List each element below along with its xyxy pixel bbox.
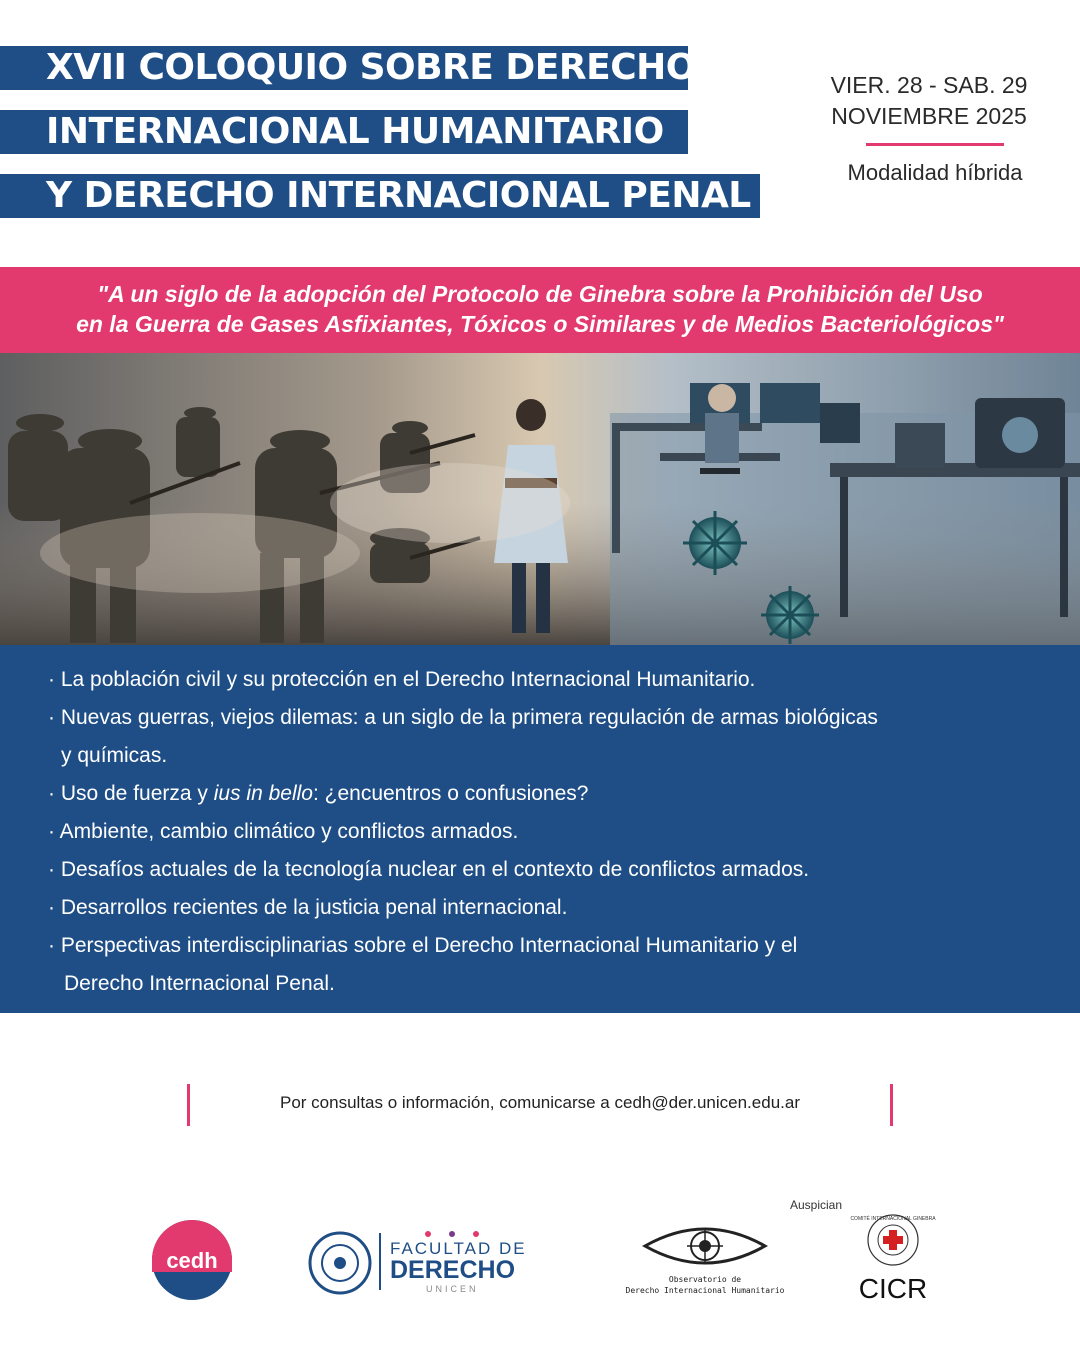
topic-item: · Nuevas guerras, viejos dilemas: a un siglo de la primera regulación de armas biológicas <box>48 706 878 729</box>
topic-item: · Desarrollos recientes de la justicia penal internacional. <box>48 896 568 919</box>
topic-item: · La población civil y su protección en el Derecho Internacional Humanitario. <box>48 668 756 691</box>
faculty-line-3: UNICEN <box>426 1284 479 1294</box>
event-modality: Modalidad híbrida <box>847 160 1023 185</box>
faculty-line-1: FACULTAD DE <box>390 1239 527 1258</box>
topic-item: · Perspectivas interdisciplinarias sobre el Derecho Internacional Humanitario y el <box>48 934 798 957</box>
event-month-year: NOVIEMBRE 2025 <box>831 103 1027 129</box>
theme-quote-line-2: en la Guerra de Gases Asfixiantes, Tóxicos o Similares y de Medios Bacteriológicos" <box>76 311 1004 337</box>
observatorio-line-2: Derecho Internacional Humanitario <box>625 1286 785 1295</box>
cicr-text: CICR <box>858 1273 928 1304</box>
faculty-line-2: DERECHO <box>390 1256 516 1284</box>
topic-text: : ¿encuentros o confusiones? <box>312 782 589 805</box>
title-line-1: XVII COLOQUIO SOBRE DERECHO <box>0 46 688 90</box>
topic-continuation-text: Derecho Internacional Penal. <box>64 972 335 995</box>
topic-item: · Desafíos actuales de la tecnología nuclear en el contexto de conflictos armados. <box>48 858 810 881</box>
topics-list <box>0 645 1080 1013</box>
title-line-2: INTERNACIONAL HUMANITARIO <box>0 110 688 154</box>
cedh-logo <box>150 1218 234 1302</box>
observatorio-logo <box>615 1222 795 1298</box>
date-divider <box>866 143 1004 146</box>
theme-quote-line-1: "A un siglo de la adopción del Protocolo de Ginebra sobre la Prohibición del Uso <box>97 281 983 307</box>
cedh-logo-text: cedh <box>166 1248 218 1273</box>
topic-continuation-text: y químicas. <box>61 744 168 767</box>
observatorio-line-1: Observatorio de <box>668 1275 742 1284</box>
topic-item-continuation <box>48 737 1080 775</box>
topic-item: · Ambiente, cambio climático y conflictos armados. <box>48 820 519 843</box>
theme-quote <box>0 267 1080 353</box>
cicr-logo <box>848 1212 938 1304</box>
facultad-derecho-logo <box>308 1228 528 1298</box>
event-dates: VIER. 28 - SAB. 29 <box>830 72 1028 98</box>
sponsors-label: Auspician <box>790 1198 843 1212</box>
war-and-lab-scene <box>0 353 1080 645</box>
topic-italic-text: ius in bello <box>213 782 313 805</box>
hero-illustration <box>0 353 1080 645</box>
cicr-ring-text: COMITÉ INTERNACIONAL GINEBRA <box>850 1216 936 1222</box>
contact-info: Por consultas o información, comunicarse a cedh@der.unicen.edu.ar <box>280 1093 800 1112</box>
title-line-3: Y DERECHO INTERNACIONAL PENAL <box>0 174 760 218</box>
topic-text: · Uso de fuerza y <box>48 782 214 805</box>
topic-item <box>48 775 1080 813</box>
topic-item-continuation <box>48 965 1080 1003</box>
